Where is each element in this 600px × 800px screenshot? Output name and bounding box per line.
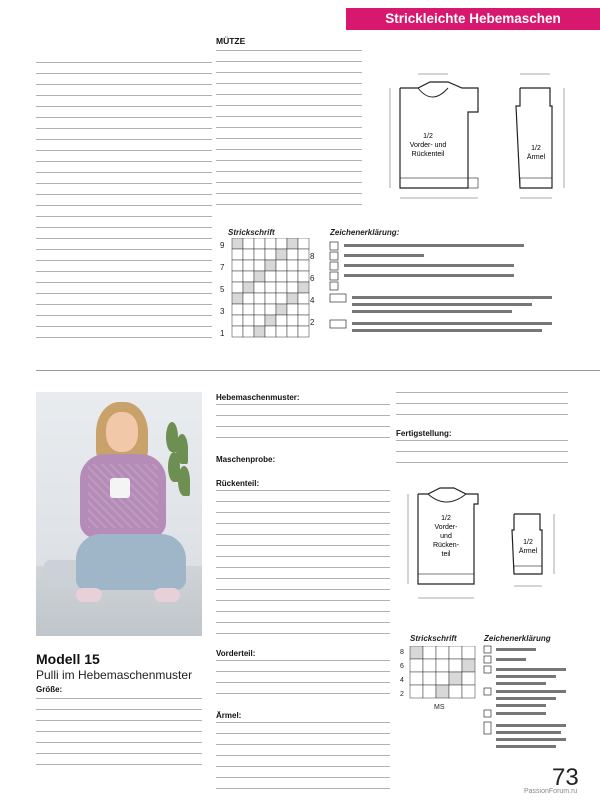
chart-cell [462, 659, 475, 672]
chart-cell [265, 271, 276, 282]
bottom-body-label-3: und [440, 533, 452, 540]
chart-cell [298, 304, 309, 315]
top-schematic-diagram [370, 50, 598, 226]
bottom-legend-title: Zeichenerklärung [484, 634, 551, 643]
chart-cell [298, 249, 309, 260]
model-photo [36, 392, 202, 636]
chart-cell [276, 260, 287, 271]
chart-cell [287, 282, 298, 293]
chart-cell [232, 260, 243, 271]
body-label-1: 1/2 [423, 133, 433, 140]
chart-cell [276, 249, 287, 260]
bottom-body-label-5: teil [441, 551, 451, 558]
chart-cell [243, 260, 254, 271]
bottom-row-label-8: 8 [400, 649, 404, 656]
chart-cell [254, 293, 265, 304]
chart-cell [287, 249, 298, 260]
watermark: PassionForum.ru [524, 788, 578, 795]
chart-cell [298, 315, 309, 326]
chart-cell [287, 271, 298, 282]
chart-cell [298, 326, 309, 337]
chart-cell [265, 304, 276, 315]
chart-cell [436, 672, 449, 685]
chart-cell [298, 293, 309, 304]
sleeve-label-1: 1/2 [531, 145, 541, 152]
chart-cell [276, 293, 287, 304]
chart-cell [243, 326, 254, 337]
bottom-row-label-6: 6 [400, 663, 404, 670]
chart-cell [276, 271, 287, 282]
chart-cell [410, 685, 423, 698]
chart-cell [254, 271, 265, 282]
top-row-label-7: 7 [220, 263, 225, 272]
chart-cell [254, 304, 265, 315]
page-number: 73 [552, 764, 579, 791]
chart-cell [287, 304, 298, 315]
chart-cell [410, 659, 423, 672]
chart-cell [298, 238, 309, 249]
chart-cell [449, 685, 462, 698]
chart-cell [243, 293, 254, 304]
top-legend-title: Zeichenerklärung: [330, 228, 400, 237]
bottom-schematic-diagram [398, 474, 582, 616]
bottom-right-text-column [396, 392, 568, 472]
chart-cell [287, 315, 298, 326]
mutze-column [216, 30, 362, 210]
top-left-text-column [36, 62, 212, 340]
chart-cell [243, 304, 254, 315]
bottom-sleeve-label-1: 1/2 [523, 539, 533, 546]
chart-cell [265, 326, 276, 337]
chart-cell [423, 672, 436, 685]
bottom-chart-ms-label: MS [434, 704, 445, 710]
chart-cell [276, 238, 287, 249]
chart-cell [276, 304, 287, 315]
chart-cell [243, 315, 254, 326]
chart-cell [232, 304, 243, 315]
chart-cell [298, 271, 309, 282]
top-row-label-5: 5 [220, 285, 225, 294]
chart-cell [232, 249, 243, 260]
chart-cell [254, 260, 265, 271]
chart-cell [254, 238, 265, 249]
chart-cell [410, 646, 423, 659]
bottom-left-text-column [36, 684, 202, 766]
heading-aermel: Ärmel: [216, 711, 242, 720]
chart-cell [232, 293, 243, 304]
body-schematic-outline [400, 82, 478, 188]
chart-cell [449, 646, 462, 659]
bottom-body-label-4: Rücken- [432, 542, 460, 549]
chart-cell [462, 685, 475, 698]
chart-cell [298, 282, 309, 293]
model-subtitle: Pulli im Hebemaschenmuster [36, 668, 193, 682]
bottom-body-label-1: 1/2 [441, 515, 451, 522]
bottom-sleeve-label-2: Ärmel [518, 548, 538, 555]
top-row-label-6: 6 [310, 274, 315, 283]
chart-cell [254, 326, 265, 337]
top-stitch-chart-title: Strickschrift [228, 228, 275, 237]
chart-cell [232, 271, 243, 282]
chart-cell [265, 293, 276, 304]
bottom-stitch-chart [400, 646, 476, 710]
chart-cell [462, 646, 475, 659]
top-row-label-4: 4 [310, 296, 315, 305]
bottom-middle-text-column [216, 392, 390, 792]
chart-cell [462, 672, 475, 685]
chart-cell [254, 282, 265, 293]
chart-cell [232, 238, 243, 249]
heading-vorderteil: Vorderteil: [216, 649, 256, 658]
chart-cell [287, 326, 298, 337]
chart-cell [232, 315, 243, 326]
chart-cell [449, 672, 462, 685]
chart-cell [276, 326, 287, 337]
chart-cell [254, 315, 265, 326]
chart-cell [423, 685, 436, 698]
chart-cell [265, 249, 276, 260]
top-row-label-9: 9 [220, 241, 225, 250]
chart-cell [265, 260, 276, 271]
chart-cell [276, 315, 287, 326]
chart-cell [423, 646, 436, 659]
bottom-row-label-4: 4 [400, 677, 404, 684]
chart-cell [287, 293, 298, 304]
chart-cell [232, 326, 243, 337]
chart-cell [298, 260, 309, 271]
chart-cell [436, 646, 449, 659]
bottom-legend-symbols [482, 644, 576, 754]
chart-cell [254, 249, 265, 260]
chart-cell [265, 282, 276, 293]
top-legend-symbols [328, 240, 568, 344]
body-label-3: Rückenteil [411, 151, 445, 158]
top-row-label-2: 2 [310, 318, 315, 327]
chart-cell [436, 659, 449, 672]
top-row-label-3: 3 [220, 307, 225, 316]
bottom-stitch-chart-title: Strickschrift [410, 634, 457, 643]
bottom-row-label-2: 2 [400, 691, 404, 698]
chart-cell [436, 685, 449, 698]
body-label-2: Vorder- und [409, 142, 447, 149]
chart-cell [243, 238, 254, 249]
heading-maschenprobe: Maschenprobe: [216, 455, 276, 464]
chart-cell [287, 260, 298, 271]
chart-cell [265, 315, 276, 326]
model-title: Modell 15 [36, 651, 100, 667]
size-label: Größe: [36, 685, 63, 694]
top-row-label-1: 1 [220, 329, 225, 338]
chart-cell [276, 282, 287, 293]
chart-cell [449, 659, 462, 672]
top-stitch-chart [220, 238, 320, 350]
chart-cell [287, 238, 298, 249]
top-row-label-8: 8 [310, 252, 315, 261]
chart-cell [410, 672, 423, 685]
sleeve-schematic-outline [516, 88, 552, 188]
mutze-heading: MÜTZE [216, 36, 246, 46]
chart-cell [243, 282, 254, 293]
bottom-body-label-2: Vorder- [434, 524, 458, 531]
chart-cell [243, 249, 254, 260]
heading-rueckenteil: Rückenteil: [216, 479, 260, 488]
sleeve-label-2: Ärmel [526, 154, 546, 161]
chart-cell [232, 282, 243, 293]
section-divider [36, 370, 600, 371]
heading-hebemaschenmuster: Hebemaschenmuster: [216, 393, 300, 402]
header-banner: Strickleichte Hebemaschen [346, 8, 600, 30]
heading-fertigstellung: Fertigstellung: [396, 429, 452, 438]
chart-cell [423, 659, 436, 672]
chart-cell [243, 271, 254, 282]
chart-cell [265, 238, 276, 249]
